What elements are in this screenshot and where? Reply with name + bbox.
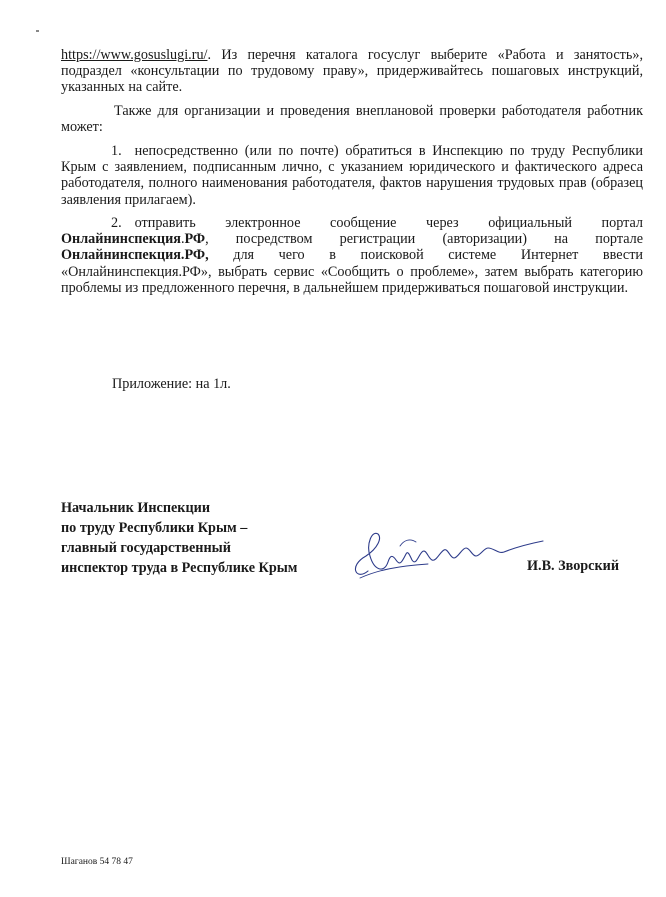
list-item-2-text-2: , посредством регистрации (авторизации) на портале — [205, 231, 643, 248]
executor-footer: Шаганов 54 78 47 — [61, 857, 133, 867]
signatory-line-3: главный государственный — [61, 540, 231, 556]
list-item-2-number: 2. — [111, 215, 122, 231]
signatory-line-2: по труду Республики Крым – — [61, 520, 248, 536]
signatory-name: И.В. Зворский — [527, 558, 619, 574]
gosuslugi-link[interactable]: https://www.gosuslugi.ru/ — [61, 47, 208, 63]
paragraph-inspection-intro-text: Также для организации и проведения внеплановой проверки работодателя работник может: — [61, 103, 643, 136]
list-item-1-text: непосредственно (или по почте) обратиться в Инспекцию по труду Республики Крым с заявлением, подписанным лично, с указанием юридического и фактического адреса работодателя, полного наименования работодателя, фактов нарушения трудовых прав (образец заявления прилагаем). — [61, 143, 643, 208]
portal-name-bold-2: Онлайнинспекция.РФ, — [61, 247, 209, 264]
scan-speck — [36, 30, 39, 32]
portal-name-bold: Онлайнинспекция.РФ — [61, 231, 206, 248]
signatory-line-4: инспектор труда в Республике Крым — [61, 560, 298, 576]
list-item-1 — [61, 143, 643, 208]
list-item-1-number: 1. — [111, 143, 122, 159]
list-item-2-text-1: отправить электронное сообщение через официальный портал — [134, 215, 643, 231]
paragraph-gosuslugi — [61, 47, 643, 96]
list-item-2-text-3: для чего в поисковой системе Интернет ввести «Онлайнинспекция.РФ», выбрать сервис «Сообщить о проблеме», затем выбрать категорию проблемы из предложенного перечня, в дальнейшем придерживаться пошаговой инструкции. — [61, 247, 643, 296]
list-item-2 — [61, 215, 643, 296]
paragraph-gosuslugi-text: . Из перечня каталога госуслуг выберите «Работа и занятость», подраздел «консультации по трудовому праву», придерживайтесь пошаговых инструкций, указанных на сайте. — [61, 47, 643, 96]
attachment-note: Приложение: на 1л. — [112, 376, 231, 392]
handwritten-signature — [338, 526, 548, 586]
signatory-line-1: Начальник Инспекции — [61, 500, 210, 516]
paragraph-inspection-intro — [61, 103, 643, 135]
signatory-title — [61, 498, 297, 578]
